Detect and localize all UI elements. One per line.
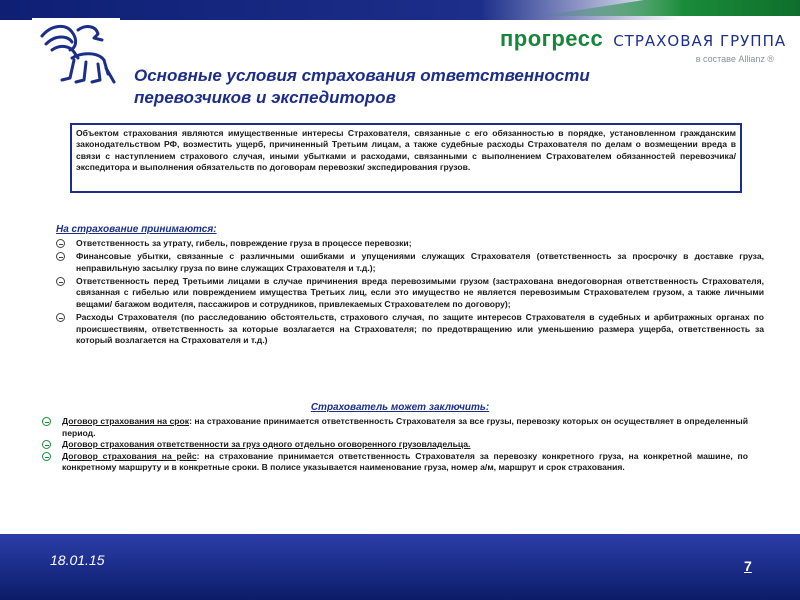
brand-logo [500,26,786,52]
contract-description: : на страхование принимается ответственность Страхователя за перевозку конкретного груза, на конкретной машине, по конкретному маршруту и в конкретные сроки. В полисе указывается наименование груза, номер а/м, маршрут и срок страхования. [62,450,748,473]
griffin-logo [32,18,120,90]
title-line-2: перевозчиков и экспедиторов [134,88,396,107]
contract-term: Договор страхования ответственности за груз одного отдельно оговоренного грузовладельца. [62,439,471,450]
contract-term: Договор страхования на срок [62,416,190,426]
list-item-text: Ответственность перед Третьими лицами в случае причинения вреда перевозимыми грузом (застрахована внедоговорная ответственность Страхователя, связанная с гибелью или повреждением имущества Третьих лиц, если это имущество не является перевозимым Страхователем грузом, а также личными вещами/ багажом водителя, пассажиров и сотрудников, привлекаемых Страхователем по договору); [76,275,764,309]
insurance-object-box: Объектом страхования являются имущественные интересы Страхователя, связанные с его обязанностью в порядке, установленном гражданским законодательством РФ, возместить ущерб, причиненный Третьим лицам, а также судебные расходы Страхователя по делам о возмещении вреда в связи с наступлением страхового случая, иными убытками и расходами, связанными с выполнением Страхователем обязанностей перевозчика/экспедитора и выполнения обязательств по договорам перевозки/ экспедирования грузов. [70,123,742,193]
list-item-text: Финансовые убытки, связанные с различными ошибками и упущениями служащих Страхователя (ответственность за просрочку в доставке груза, неправильную засылку груза по вине служащих Страхователя и т.д.); [76,251,764,273]
brand-name: прогресс [500,26,604,51]
bullet-icon [42,417,51,426]
contract-description: : на страхование принимается ответственность Страхователя за все грузы, перевозку которых он осуществляет в определенный период. [62,416,748,438]
contract-term: Договор страхования на рейс [62,450,197,461]
list-item [56,238,764,250]
bullet-icon [56,239,65,248]
bullet-icon [42,452,51,461]
bullet-icon [56,313,65,322]
conclude-heading: Страхователь может заключить: [310,402,490,413]
list-item [56,251,764,274]
list-item [42,416,748,439]
list-item-text: Ответственность за утрату, гибель, повреждение груза в процессе перевозки; [76,238,412,248]
bullet-icon [42,440,51,449]
griffin-icon [32,18,120,90]
list-item [56,312,764,347]
list-item [42,439,748,451]
accepted-list [56,238,764,348]
slide-date: 18.01.15 [50,552,105,568]
title-line-1: Основные условия страхования ответственности [134,66,590,85]
accepted-heading: На страхование принимаются: [56,224,217,235]
list-item-text: Расходы Страхователя (по расследованию обстоятельств, страхового случая, по защите интересов Страхователя в судебных и арбитражных органах по происшествиям, ответственность за которые возлагается на Страхователя; по предотвращению или уменьшению размера ущерба, ответственность за который возлагается на Страхователя и т.д.) [76,312,764,346]
slide-page-number[interactable]: 7 [744,558,752,574]
slide-title [134,65,754,109]
bullet-icon [56,252,65,261]
footer-band [0,534,800,600]
conclude-list [42,416,748,474]
list-item [56,276,764,311]
brand-subtitle: в составе Allianz ® [695,54,774,64]
list-item [42,451,748,474]
bullet-icon [56,277,65,286]
brand-group-label: СТРАХОВАЯ ГРУППА [613,32,787,50]
